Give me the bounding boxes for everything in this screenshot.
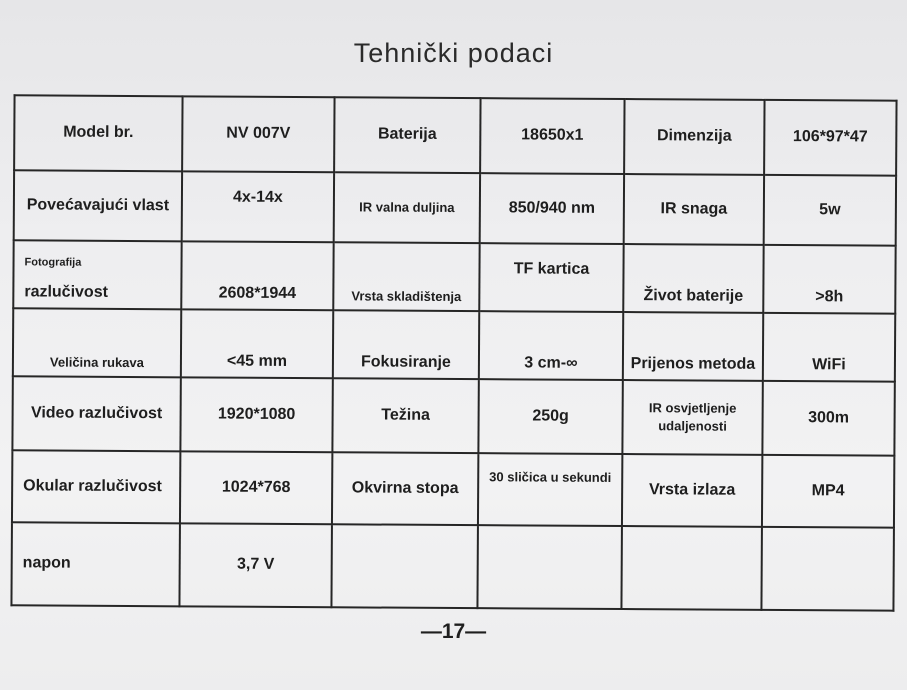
- table-cell: [13, 240, 181, 309]
- table-cell: IR osvjetljenje udaljenosti: [622, 380, 762, 455]
- table-cell: 1024*768: [180, 451, 332, 524]
- table-cell: Model br.: [14, 95, 182, 171]
- table-cell: IR snaga: [624, 174, 764, 245]
- specifications-table: [10, 94, 897, 611]
- table-cell: Fokusiranje: [333, 310, 479, 379]
- table-cell: Okvirna stopa: [332, 452, 478, 525]
- table-cell: Veličina rukava: [13, 308, 181, 377]
- table-cell: 4x-14x: [182, 171, 334, 242]
- table-cell: [477, 525, 622, 609]
- table-cell: WiFi: [763, 313, 895, 382]
- table-cell: Dimenzija: [624, 99, 764, 175]
- table-cell: 30 sličica u sekundi: [478, 453, 622, 526]
- table-cell: IR valna duljina: [334, 172, 480, 243]
- table-cell: 3 cm-∞: [479, 311, 623, 380]
- page-title: Tehnički podaci: [353, 38, 554, 68]
- table-cell: [331, 524, 478, 608]
- table-cell: Video razlučivost: [12, 376, 180, 451]
- table-cell: Prijenos metoda: [623, 312, 763, 381]
- table-cell: Vrsta izlaza: [622, 454, 762, 527]
- table-cell: TF kartica: [479, 243, 623, 312]
- table-row: [14, 95, 896, 175]
- table-cell: [621, 526, 762, 610]
- table-cell: 18650x1: [480, 98, 624, 174]
- table-cell: <45 mm: [181, 309, 333, 378]
- table-cell: MP4: [762, 455, 894, 528]
- table-cell: Život baterije: [623, 244, 763, 313]
- table-cell: >8h: [763, 245, 895, 314]
- table-cell: Vrsta skladištenja: [333, 242, 479, 311]
- table-cell: Baterija: [334, 97, 480, 173]
- table-row: [11, 522, 893, 610]
- table-cell: 300m: [762, 381, 894, 456]
- table-cell: 1920*1080: [180, 377, 332, 452]
- table-cell: 250g: [478, 379, 622, 454]
- table-row: [13, 240, 895, 313]
- table-cell: Povećavajući vlast: [14, 170, 182, 241]
- table-cell: 850/940 nm: [480, 173, 624, 244]
- table-cell: NV 007V: [182, 96, 334, 172]
- table-cell: 3,7 V: [179, 523, 332, 607]
- table-cell: 5w: [764, 175, 896, 246]
- cell-heading: Fotografija: [24, 256, 82, 269]
- table-cell: Okular razlučivost: [12, 450, 180, 523]
- table-cell: Težina: [332, 378, 478, 453]
- table-cell: 2608*1944: [181, 241, 333, 310]
- table-cell: [761, 527, 894, 611]
- table-cell: 106*97*47: [764, 100, 896, 176]
- table-cell: napon: [11, 522, 180, 606]
- page-number: —17—: [420, 620, 487, 643]
- cell-text: razlučivost: [24, 282, 109, 301]
- table-row: [13, 308, 895, 381]
- table-row: [12, 450, 894, 527]
- table-row: [12, 376, 894, 455]
- table-row: [14, 170, 896, 245]
